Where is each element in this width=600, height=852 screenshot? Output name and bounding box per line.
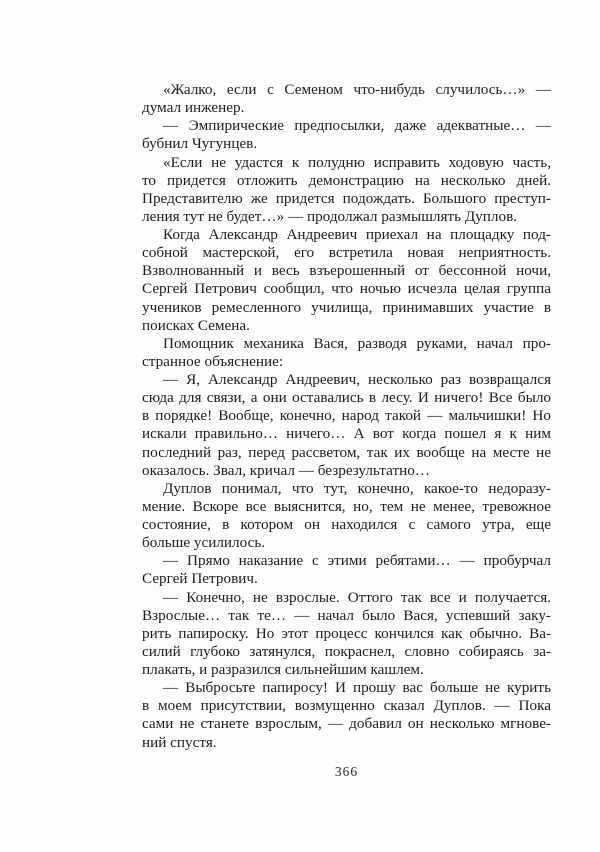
text-line: силий глубоко затянулся, покраснел, словно собираясь за- bbox=[142, 642, 551, 660]
text-line: мение. Вскоре все выяснится, но, тем не менее, тревожное bbox=[142, 497, 551, 515]
text-line: состояние, в котором он находился с самого утра, еще bbox=[142, 516, 551, 533]
text-line: учеников ремесленного училища, принимавших участие в bbox=[142, 298, 551, 316]
text-line: странное объяснение: bbox=[142, 352, 284, 370]
text-line: — Прямо наказание с этими ребятами… — пробурчал bbox=[163, 552, 551, 570]
text-line: Представителю же придется подождать. Большого преступ- bbox=[142, 189, 551, 207]
text-line: Дуплов понимал, что тут, конечно, какое-то недоразу- bbox=[163, 479, 551, 497]
text-line: поисках Семена. bbox=[142, 316, 250, 334]
text-line: собной мастерской, его встретила новая неприятность. bbox=[142, 244, 551, 262]
text-line: «Если не удастся к полудню исправить ходовую часть, bbox=[163, 153, 551, 171]
text-line: Помощник механика Вася, разводя руками, начал про- bbox=[163, 334, 551, 352]
text-line: бубнил Чугунцев. bbox=[142, 135, 258, 153]
text-line: оказалось. Звал, кричал — безрезультатно… bbox=[142, 461, 430, 479]
text-line: Сергей Петрович. bbox=[142, 570, 258, 588]
text-line: Когда Александр Андреевич приехал на площадку под- bbox=[163, 226, 551, 243]
text-line: плакать, и разразился сильнейшим кашлем. bbox=[142, 661, 424, 678]
text-line: сами не станете взрослым, — добавил он несколько мгнове- bbox=[142, 715, 551, 733]
text-line: сюда для связи, а они оставались в лесу. И ничего! Все было bbox=[142, 389, 551, 407]
text-line: думал инженер. bbox=[142, 99, 245, 117]
text-line: ления тут не будет…» — продолжал размышлять Дуплов. bbox=[142, 207, 518, 225]
text-line: «Жалко, если с Семеном что-нибудь случилось…» — bbox=[163, 81, 551, 98]
text-line: Взрослые… так те… — начал было Вася, успевший заку- bbox=[142, 606, 551, 624]
text-line: — Конечно, не взрослые. Оттого так все и получается. bbox=[163, 588, 551, 606]
page-number: 366 bbox=[334, 764, 359, 779]
text-line: последний раз, перед рассветом, так их вообще на месте не bbox=[142, 443, 551, 461]
text-line: то придется отложить демонстрацию на несколько дней. bbox=[142, 171, 551, 189]
text-line: больше усилилось. bbox=[142, 534, 266, 552]
text-line: искали правильно… ничего… А вот когда пошел я к ним bbox=[142, 425, 551, 443]
text-line: — Выбросьте папиросу! И прошу вас больше не курить bbox=[163, 679, 551, 697]
page-text-block bbox=[142, 81, 551, 752]
text-line: — Я, Александр Андреевич, несколько раз возвращался bbox=[163, 371, 551, 388]
text-line: в порядке! Вообще, конечно, народ такой — мальчишки! Но bbox=[142, 407, 551, 425]
text-line: ний спустя. bbox=[142, 733, 217, 751]
text-line: в моем присутствии, возмущенно сказал Дуплов. — Пока bbox=[142, 697, 551, 715]
text-line: рить папироску. Но этот процесс кончился как обычно. Ва- bbox=[142, 624, 551, 642]
text-line: Взволнованный и весь взъерошенный от бессонной ночи, bbox=[142, 262, 551, 280]
text-line: — Эмпирические предпосылки, даже адекватные… — bbox=[163, 117, 551, 135]
text-line: Сергей Петрович сообщил, что ночью исчезла целая группа bbox=[142, 280, 551, 298]
